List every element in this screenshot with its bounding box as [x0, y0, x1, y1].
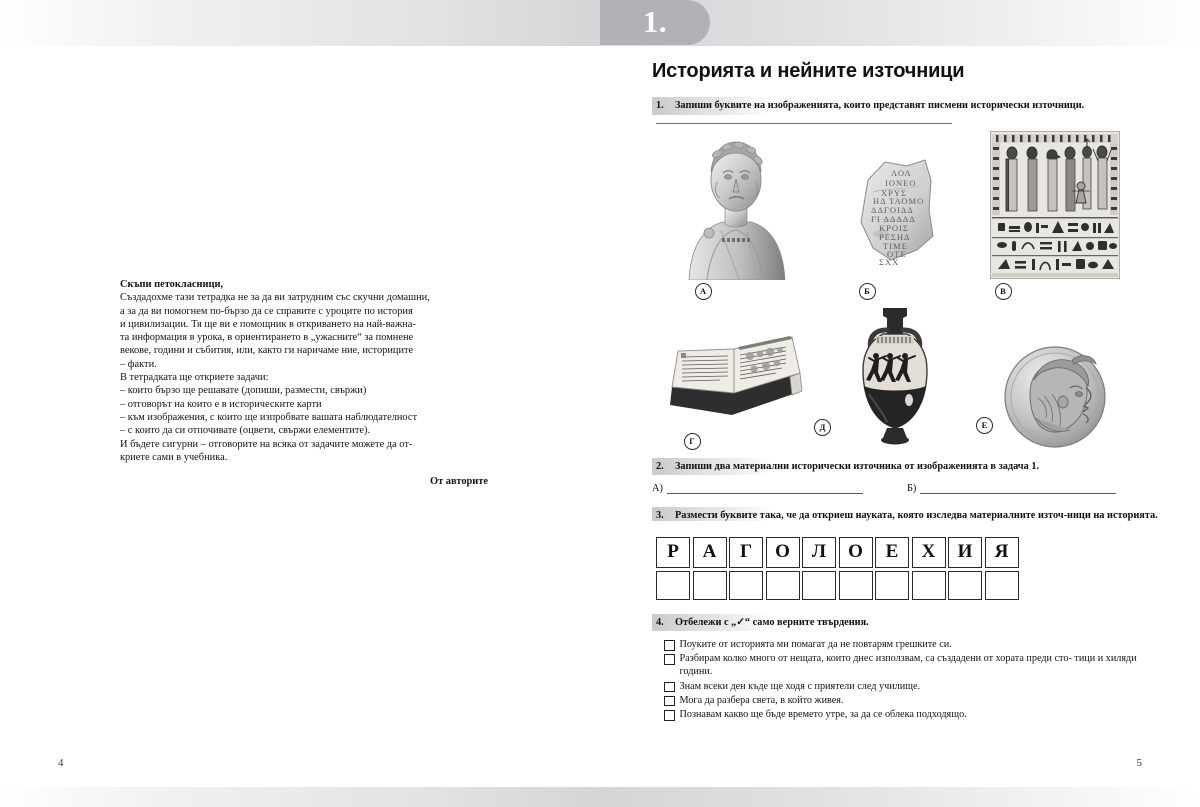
- anagram-answer-cell[interactable]: [875, 571, 909, 600]
- figure-label-B: Б: [859, 283, 876, 300]
- task-2-field-b[interactable]: [907, 482, 1116, 494]
- anagram-answer-cell[interactable]: [985, 571, 1019, 600]
- statement-item[interactable]: [652, 694, 1160, 707]
- figure-C[interactable]: [970, 131, 1140, 300]
- anagram-letter-cell: Я: [985, 537, 1019, 568]
- intro-salutation: Скъпи петокласници,: [120, 279, 224, 290]
- statement-item[interactable]: [652, 638, 1160, 651]
- statement-item[interactable]: [652, 680, 1160, 693]
- intro-line: – които бързо ще решавате (допиши, размести, свържи): [120, 385, 367, 397]
- chapter-number-tab: [600, 0, 710, 45]
- right-page: [600, 46, 1200, 787]
- anagram-answer-cell[interactable]: [656, 571, 690, 600]
- spread-bottom-shadow-band: [0, 787, 1200, 807]
- figure-label-A: А: [695, 283, 712, 300]
- svg-text:ΧΡΥΣ: ΧΡΥΣ: [881, 187, 907, 198]
- figure-E[interactable]: [820, 304, 970, 450]
- task-1-text: Запиши буквите на изображенията, които представят писмени исторически източници.: [675, 100, 1085, 111]
- intro-line: а за да ви помогнем по-бързо да се справите с уроците по история: [120, 305, 413, 317]
- statement-text: Познавам какво ще бъде времето утре, за да се облека подходящо.: [679, 709, 967, 721]
- statement-text: Знам всеки ден къде ще ходя с приятели след училище.: [679, 680, 921, 692]
- intro-line: и цивилизации. Тя ще ви е помощник в откриването на най-важна-: [120, 318, 416, 330]
- egyptian-papyrus-hieroglyphs-image: [990, 131, 1120, 279]
- svg-text:ΔΔΓΟΙΔΔ: ΔΔΓΟΙΔΔ: [871, 204, 914, 215]
- svg-text:ΙΟΝΕΟ: ΙΟΝΕΟ: [885, 177, 917, 188]
- figure-row-2: [652, 300, 1160, 450]
- checkbox-icon[interactable]: [664, 696, 675, 707]
- greek-black-figure-amphora-image: [843, 304, 947, 450]
- page-title: Историята и нейните източници: [652, 60, 965, 82]
- left-page: [0, 46, 600, 787]
- anagram-letter-cell: А: [693, 537, 727, 568]
- statement-line: Разбирам колко много от нещата, които днес използвам, са създадени от хората преди сто-: [679, 653, 1072, 665]
- figure-label-E: Д: [814, 419, 831, 436]
- figure-label-D: Г: [684, 433, 701, 450]
- task-4-number: 4.: [656, 616, 664, 628]
- greek-stone-inscription-image: [845, 150, 945, 278]
- intro-line: криете сами в учебника.: [120, 451, 228, 463]
- task-2-field-a[interactable]: [652, 482, 863, 494]
- intro-line: та информация в урока, в ориентирането в „ужасните“ за помнене: [120, 332, 414, 344]
- task-4: [652, 614, 1160, 722]
- statement-line: тици и хиляди години.: [679, 653, 1137, 678]
- intro-line: – факти.: [120, 358, 157, 370]
- chapter-number-label: 1.: [642, 3, 668, 39]
- task-2: [652, 458, 1160, 495]
- statement-text: [680, 652, 1161, 678]
- page-number-right: 5: [1136, 757, 1142, 769]
- anagram-answer-cell[interactable]: [802, 571, 836, 600]
- figure-label-F: Е: [976, 417, 993, 434]
- statement-text: Поуките от историята ми помагат да не повтарям грешките си.: [679, 639, 952, 650]
- checkbox-icon[interactable]: [664, 640, 675, 651]
- anagram-letter-cell: Р: [656, 537, 690, 568]
- ancient-silver-coin-image: [1000, 344, 1110, 450]
- task-2-answer-fields: [652, 482, 1160, 494]
- task-1-heading: [652, 97, 1160, 115]
- anagram-answer-cell[interactable]: [729, 571, 763, 600]
- intro-line: – отговорът на които е в историческите карти: [120, 398, 322, 410]
- task-2-field-a-input[interactable]: [667, 482, 863, 494]
- roman-marble-bust-image: [677, 132, 795, 280]
- task-2-heading: [652, 458, 1160, 476]
- task-4-heading: [652, 614, 1160, 632]
- task-2-number: 2.: [656, 460, 664, 472]
- anagram-grid: [656, 537, 1160, 600]
- svg-text:ΣΧΧ: ΣΧΧ: [879, 256, 900, 267]
- anagram-answer-cell[interactable]: [766, 571, 800, 600]
- anagram-answer-cell[interactable]: [912, 571, 946, 600]
- anagram-letter-cell: Е: [875, 537, 909, 568]
- task-3-heading: [652, 507, 1160, 525]
- task-1: [652, 97, 1160, 124]
- anagram-answer-row: [656, 568, 1160, 600]
- anagram-letter-cell: И: [948, 537, 982, 568]
- task-2-field-b-input[interactable]: [920, 482, 1116, 494]
- anagram-letter-cell: О: [766, 537, 800, 568]
- figure-B[interactable]: [820, 150, 970, 300]
- intro-text-block: [120, 278, 488, 488]
- checkbox-icon[interactable]: [664, 654, 675, 665]
- svg-text:ΚΡΟΙΣ: ΚΡΟΙΣ: [879, 222, 909, 233]
- svg-text:ΓΙ ΔΔΔΔΔ: ΓΙ ΔΔΔΔΔ: [871, 213, 916, 224]
- statement-item[interactable]: [652, 652, 1160, 678]
- svg-text:ΤΙΜΕ: ΤΙΜΕ: [883, 240, 908, 251]
- svg-text:ΗΔ ΤΑΟΜΟ: ΗΔ ΤΑΟΜΟ: [873, 195, 925, 206]
- intro-line: – към изображения, с които ще изпробвате вашата наблюдателност: [120, 411, 418, 423]
- anagram-letter-cell: Г: [729, 537, 763, 568]
- task-1-number: 1.: [656, 100, 664, 111]
- intro-line: – с които да си отпочивате (оцвети, свържи елементите).: [120, 425, 371, 437]
- checkbox-icon[interactable]: [664, 682, 675, 693]
- anagram-letter-cell: Х: [912, 537, 946, 568]
- task-3-number: 3.: [656, 510, 664, 521]
- task-4-text: Отбележи с „✓“ само верните твърдения.: [675, 616, 869, 628]
- task-2-field-b-label: Б): [906, 483, 917, 494]
- task-2-field-a-label: А): [652, 483, 663, 494]
- figure-F[interactable]: [970, 344, 1140, 450]
- svg-text:ΛΟΛ: ΛΟΛ: [891, 167, 912, 178]
- task-3-text: Размести буквите така, че да откриеш науката, която изследва материалните източ-ници на историята.: [675, 510, 1158, 521]
- task-2-text: Запиши два материални исторически източника от изображенията в задача 1.: [675, 460, 1040, 472]
- page-number-left: 4: [58, 757, 64, 769]
- anagram-answer-cell[interactable]: [839, 571, 873, 600]
- figure-gallery: [652, 134, 1160, 450]
- illuminated-manuscript-book-image: [664, 329, 808, 427]
- statement-text: Мога да разбера света, в който живея.: [679, 694, 844, 706]
- checkbox-icon[interactable]: [664, 710, 675, 721]
- figure-row-1: [652, 134, 1160, 300]
- task-1-answer-line[interactable]: [656, 123, 952, 124]
- task-3: [652, 507, 1160, 600]
- intro-line: Създадохме тази тетрадка не за да ви затрудним със скучни домашни,: [120, 292, 430, 304]
- anagram-answer-cell[interactable]: [693, 571, 727, 600]
- anagram-answer-cell[interactable]: [948, 571, 982, 600]
- svg-text:ΟΤΕ: ΟΤΕ: [887, 248, 907, 259]
- intro-line: В тетрадката ще откриете задачи:: [120, 372, 269, 384]
- anagram-letter-cell: Л: [802, 537, 836, 568]
- intro-line: векове, години и събития, или, както ги наричаме ние, историците: [120, 345, 414, 357]
- statement-item[interactable]: [652, 708, 1160, 721]
- anagram-letter-cell: О: [839, 537, 873, 568]
- anagram-given-row: [656, 537, 1160, 568]
- figure-A[interactable]: [652, 132, 820, 300]
- intro-signature: От авторите: [430, 476, 488, 488]
- statement-list: [652, 638, 1160, 721]
- figure-label-C: В: [995, 283, 1012, 300]
- intro-line: И бъдете сигурни – отговорите на всяка от задачите можете да от-: [120, 438, 413, 450]
- figure-D[interactable]: [652, 329, 820, 450]
- svg-text:ΡΕΣΗΔ: ΡΕΣΗΔ: [879, 231, 911, 242]
